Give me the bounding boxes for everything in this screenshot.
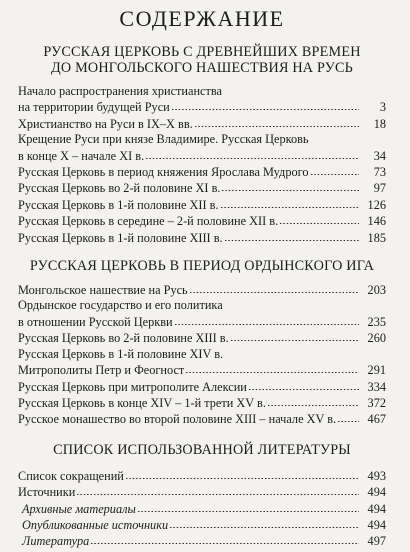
toc-entry-title: Христианство на Руси в IX–X вв. <box>18 116 193 131</box>
dot-leader <box>174 314 359 326</box>
toc-entry-title: Русское монашество во второй половине XIII – начале XV в. <box>18 412 337 427</box>
toc-entry <box>18 330 386 346</box>
toc-entry-line <box>18 362 360 378</box>
dot-leader <box>224 230 359 242</box>
toc-entry-title: Источники <box>18 485 76 500</box>
page-number: 494 <box>367 485 386 500</box>
page-number: 494 <box>367 517 386 532</box>
page-number: 185 <box>367 230 386 245</box>
dot-leader <box>310 164 360 176</box>
dot-leader <box>267 395 359 407</box>
dot-leader <box>76 484 359 496</box>
page-number: 146 <box>367 214 386 229</box>
page-number: 291 <box>367 363 386 378</box>
toc-entry-title: Русская Церковь в 1-й половине XIII в. <box>18 230 223 245</box>
toc-entry <box>18 213 386 229</box>
toc-entry-line <box>18 314 360 330</box>
dot-leader <box>185 362 359 374</box>
dot-leader <box>220 197 359 209</box>
page-title: СОДЕРЖАНИЕ <box>119 6 285 31</box>
page-number: 467 <box>367 412 386 427</box>
page-number: 3 <box>379 100 386 115</box>
dot-leader <box>337 411 359 423</box>
dot-leader <box>171 99 359 111</box>
toc-entry-line <box>18 379 360 395</box>
toc-entry-title: Русская Церковь при митрополите Алексии <box>18 379 247 394</box>
dot-leader <box>189 282 359 294</box>
section-title-line: СПИСОК ИСПОЛЬЗОВАННОЙ ЛИТЕРАТУРЫ <box>53 441 351 458</box>
page-number: 494 <box>367 501 386 516</box>
toc-entry <box>18 180 386 196</box>
toc-entry <box>18 501 386 517</box>
toc-entry <box>18 84 386 116</box>
toc-entry-line <box>18 282 360 298</box>
page-number: 493 <box>367 468 386 483</box>
toc-entry-line <box>18 411 360 427</box>
toc-entry-title: Русская Церковь в 1-й половине XII в. <box>18 197 219 212</box>
toc-entry-line <box>18 99 360 115</box>
toc-entry-title-line: Ордынское государство и его политика <box>18 298 223 313</box>
toc-entry-line <box>18 148 360 164</box>
page-number: 497 <box>367 534 386 549</box>
toc-entry <box>18 468 386 484</box>
toc-entry <box>18 533 386 549</box>
toc-entry-line <box>18 116 360 132</box>
toc-list <box>18 468 386 550</box>
toc-entry-title: Опубликованные источники <box>22 517 169 532</box>
page-number: 203 <box>367 283 386 298</box>
dot-leader <box>145 148 359 160</box>
page-number: 372 <box>367 395 386 410</box>
toc-entry-title: Русская Церковь во 2-й половине XI в. <box>18 181 221 196</box>
toc-entry-line <box>18 395 360 411</box>
toc-entry-line <box>18 230 360 246</box>
section-2 <box>18 258 386 428</box>
page-number: 126 <box>367 197 386 212</box>
dot-leader <box>221 180 359 192</box>
toc-entry-line <box>18 330 360 346</box>
toc-entry-title: Русская Церковь в середине – 2-й половине XII в. <box>18 214 279 229</box>
toc-entry-title: Архивные материалы <box>22 501 136 516</box>
section-title <box>18 442 386 458</box>
toc-entry <box>18 132 386 164</box>
toc-entry <box>18 298 386 330</box>
dot-leader <box>194 116 359 128</box>
section-3 <box>18 442 386 550</box>
toc-entry-title-line: Начало распространения христианства <box>18 84 222 98</box>
toc-entry <box>18 282 386 298</box>
toc-entry-title: Монгольское нашествие на Русь <box>18 283 188 298</box>
dot-leader <box>169 517 359 529</box>
toc-entry-line <box>18 517 360 533</box>
toc-entry <box>18 395 386 411</box>
toc-entry <box>18 197 386 213</box>
toc-entry-line <box>18 197 360 213</box>
toc-entry-title: Русская Церковь в конце XIV – 1-й трети XV в. <box>18 395 266 410</box>
toc-entry <box>18 411 386 427</box>
section-1 <box>18 44 386 246</box>
page-number: 73 <box>373 165 386 180</box>
dot-leader <box>248 379 359 391</box>
page-number: 235 <box>367 314 386 329</box>
toc-entry <box>18 379 386 395</box>
dot-leader <box>90 533 359 545</box>
toc-entry <box>18 362 386 378</box>
toc-entry-title: Русская Церковь во 2-й половине XIII в. <box>18 331 229 346</box>
toc-entry-title: в конце X – начале XI в. <box>18 148 145 163</box>
toc-entry <box>18 484 386 500</box>
toc-entry-line <box>18 484 360 500</box>
dot-leader <box>230 330 359 342</box>
toc-entry-line <box>18 501 360 517</box>
toc-entry-title: Литература <box>22 534 90 549</box>
toc-entry-title: Список сокращений <box>18 468 124 483</box>
toc-entry-title: Русская Церковь в период княжения Ярослава Мудрого <box>18 165 309 180</box>
dot-leader <box>137 501 359 513</box>
section-title-line: РУССКАЯ ЦЕРКОВЬ В ПЕРИОД ОРДЫНСКОГО ИГА <box>29 258 375 275</box>
toc-entry-line <box>18 468 360 484</box>
toc-entry <box>18 164 386 180</box>
toc-entry <box>18 116 386 132</box>
toc-list <box>18 84 386 246</box>
toc-entry-title-line: Крещение Руси при князе Владимире. Русская Церковь <box>18 132 309 147</box>
page-number: 18 <box>373 116 386 131</box>
toc-entry-title: на территории будущей Руси <box>18 100 170 115</box>
page-number: 34 <box>373 148 386 163</box>
toc-entry-title: Митрополиты Петр и Феогност <box>18 363 185 378</box>
section-title-line: ДО МОНГОЛЬСКОГО НАШЕСТВИЯ НА РУСЬ <box>51 60 353 76</box>
toc-entry-line <box>18 533 360 549</box>
toc-entry-title: Русская Церковь в 1-й половине XIV в. <box>18 346 224 361</box>
toc-entry <box>18 347 386 362</box>
toc-entry-line <box>18 213 360 229</box>
toc-entry-title: в отношении Русской Церкви <box>18 314 173 329</box>
toc-entry-line <box>18 347 360 362</box>
toc-entry <box>18 230 386 246</box>
section-title <box>18 44 386 76</box>
page-number: 334 <box>367 379 386 394</box>
toc-list <box>18 282 386 428</box>
section-title-line: РУССКАЯ ЦЕРКОВЬ С ДРЕВНЕЙШИХ ВРЕМЕН <box>43 44 361 60</box>
page-number: 260 <box>367 331 386 346</box>
dot-leader <box>125 468 359 480</box>
toc-entry <box>18 517 386 533</box>
dot-leader <box>279 213 359 225</box>
section-title <box>18 258 386 274</box>
page-number: 97 <box>373 181 386 196</box>
toc-entry-line <box>18 164 360 180</box>
toc-entry-line <box>18 180 360 196</box>
